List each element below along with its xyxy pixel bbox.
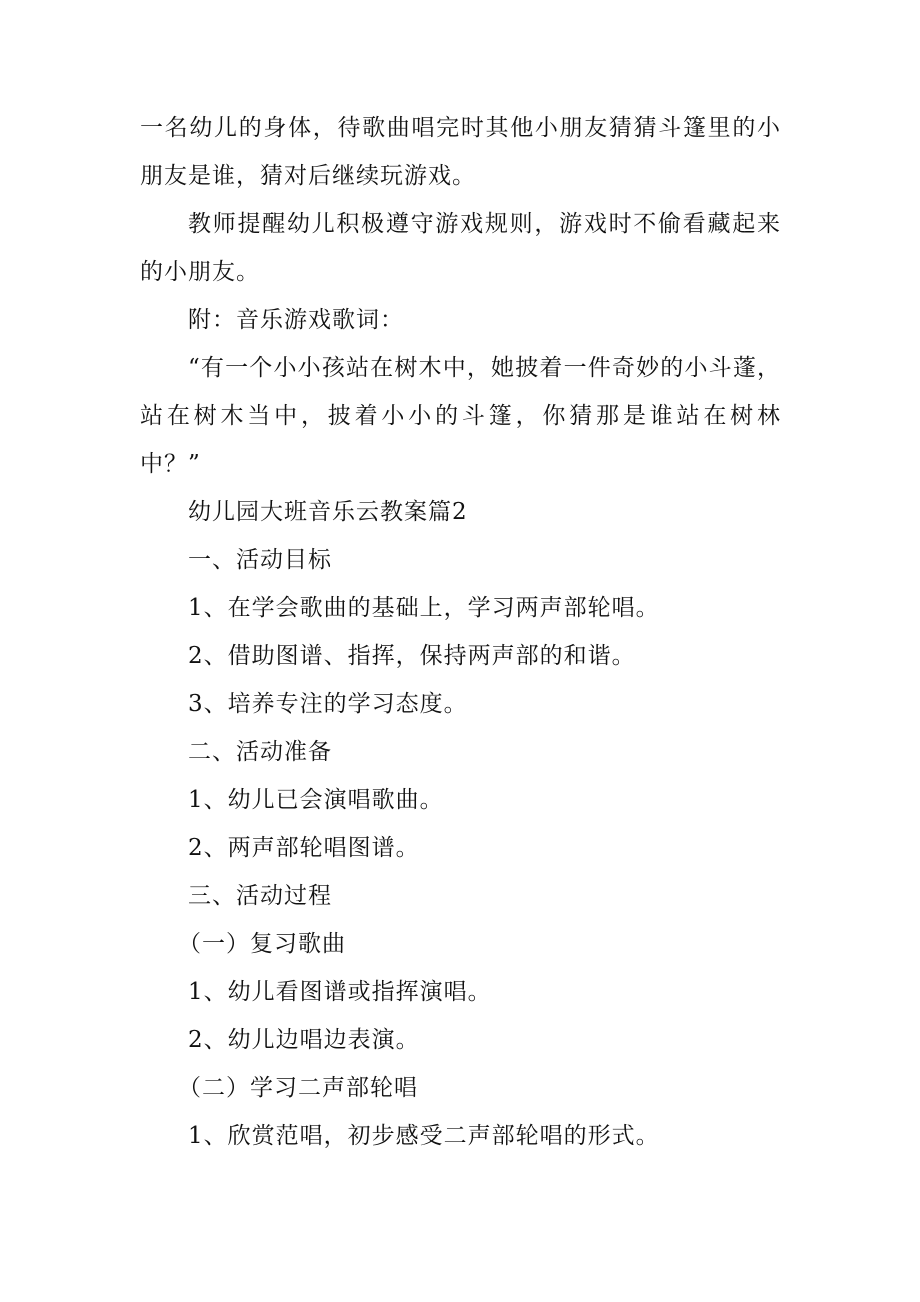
list-item: 2、幼儿边唱边表演。 xyxy=(188,1027,420,1053)
paragraph-line: 一名幼儿的身体，待歌曲唱完时其他小朋友猜猜斗篷里的小 xyxy=(140,115,780,141)
list-item: 1、幼儿看图谱或指挥演唱。 xyxy=(188,979,492,1005)
paragraph-line: 的小朋友。 xyxy=(140,259,260,285)
lyrics-line: 中？” xyxy=(140,451,201,477)
list-item: 1、欣赏范唱，初步感受二声部轮唱的形式。 xyxy=(188,1123,660,1149)
section-title: 幼儿园大班音乐云教案篇2 xyxy=(188,499,468,525)
list-item: 2、两声部轮唱图谱。 xyxy=(188,835,420,861)
heading: 一、活动目标 xyxy=(188,547,332,573)
paragraph-line: 教师提醒幼儿积极遵守游戏规则，游戏时不偷看藏起来 xyxy=(188,211,780,237)
heading: 二、活动准备 xyxy=(188,739,332,765)
subheading: （二）学习二声部轮唱 xyxy=(178,1075,418,1101)
paragraph-line: 附：音乐游戏歌词： xyxy=(188,307,404,333)
list-item: 1、幼儿已会演唱歌曲。 xyxy=(188,787,444,813)
list-item: 1、在学会歌曲的基础上，学习两声部轮唱。 xyxy=(188,595,660,621)
subheading: （一）复习歌曲 xyxy=(178,931,346,957)
lyrics-line: “有一个小小孩站在树木中，她披着一件奇妙的小斗蓬， xyxy=(188,355,780,381)
paragraph-line: 朋友是谁，猜对后继续玩游戏。 xyxy=(140,163,476,189)
lyrics-line: 站在树木当中，披着小小的斗篷，你猜那是谁站在树林 xyxy=(140,403,780,429)
list-item: 2、借助图谱、指挥，保持两声部的和谐。 xyxy=(188,643,636,669)
heading: 三、活动过程 xyxy=(188,883,332,909)
list-item: 3、培养专注的学习态度。 xyxy=(188,691,468,717)
